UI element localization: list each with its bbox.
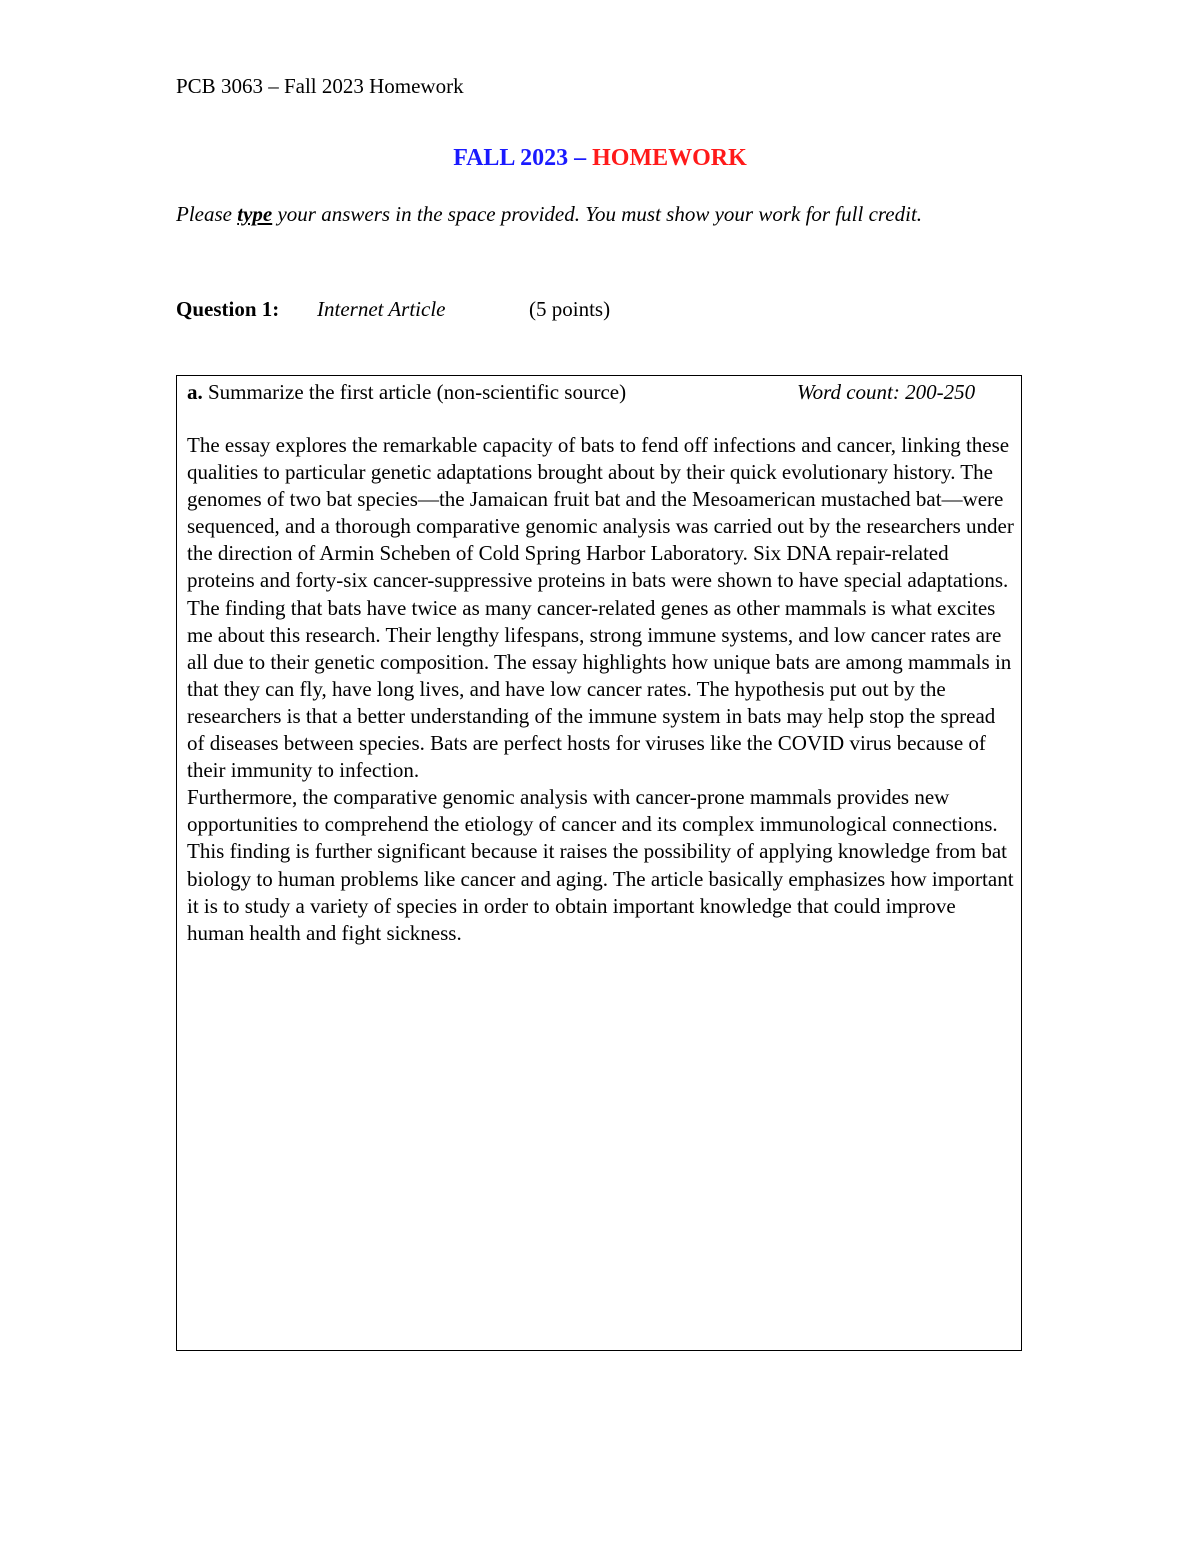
instructions-emphasis: type: [237, 202, 273, 226]
answer-paragraph: The finding that bats have twice as many cancer-related genes as other mammals is what excites me about this research. Their lengthy lifespans, strong immune systems, and low cancer rates are all due to their genetic composition. The essay highlights how unique bats are among mammals in that they can fly, have long lives, and have low cancer rates. The hypothesis put out by the researchers is that a better understanding of the immune system in bats may help stop the spread of diseases between species. Bats are perfect hosts for viruses like the COVID virus because of their immunity to infection.: [187, 595, 1012, 783]
instructions-after: your answers in the space provided. You must show your work for full credit.: [272, 202, 923, 226]
answer-paragraph: Furthermore, the comparative genomic analysis with cancer-prone mammals provides new opportunities to comprehend the etiology of cancer and its complex immunological connections. This finding is further significant because it raises the possibility of applying knowledge from bat biology to human problems like cancer and aging. The article basically emphasizes how important it is to study a variety of species in order to obtain important knowledge that could improve human health and fight sickness.: [187, 785, 1014, 945]
instructions-before: Please: [176, 202, 238, 226]
title-year: FALL 2023 –: [453, 145, 593, 171]
page-header: PCB 3063 – Fall 2023 Homework: [176, 74, 464, 98]
question-topic: Internet Article: [317, 297, 446, 321]
document-title: [0, 142, 1200, 174]
answer-box[interactable]: [176, 375, 1022, 1351]
question-label: Question 1:: [176, 297, 280, 321]
instructions: [176, 200, 922, 228]
part-letter: a.: [187, 380, 203, 404]
answer-box-header: [187, 378, 1013, 406]
part-prompt: Summarize the first article (non-scientific source): [202, 380, 627, 404]
title-homework: HOMEWORK: [592, 145, 747, 171]
answer-text[interactable]: [187, 432, 1017, 947]
question-points: (5 points): [529, 297, 611, 321]
word-count-label: Word count: 200-250: [797, 380, 976, 404]
answer-paragraph: The essay explores the remarkable capacity of bats to fend off infections and cancer, linking these qualities to particular genetic adaptations brought about by their quick evolutionary history. The genomes of two bat species—the Jamaican fruit bat and the Mesoamerican mustached bat—were sequenced, and a thorough comparative genomic analysis was carried out by the researchers under the direction of Armin Scheben of Cold Spring Harbor Laboratory. Six DNA repair-related proteins and forty-six cancer-suppressive proteins in bats were shown to have special adaptations.: [187, 433, 1014, 593]
